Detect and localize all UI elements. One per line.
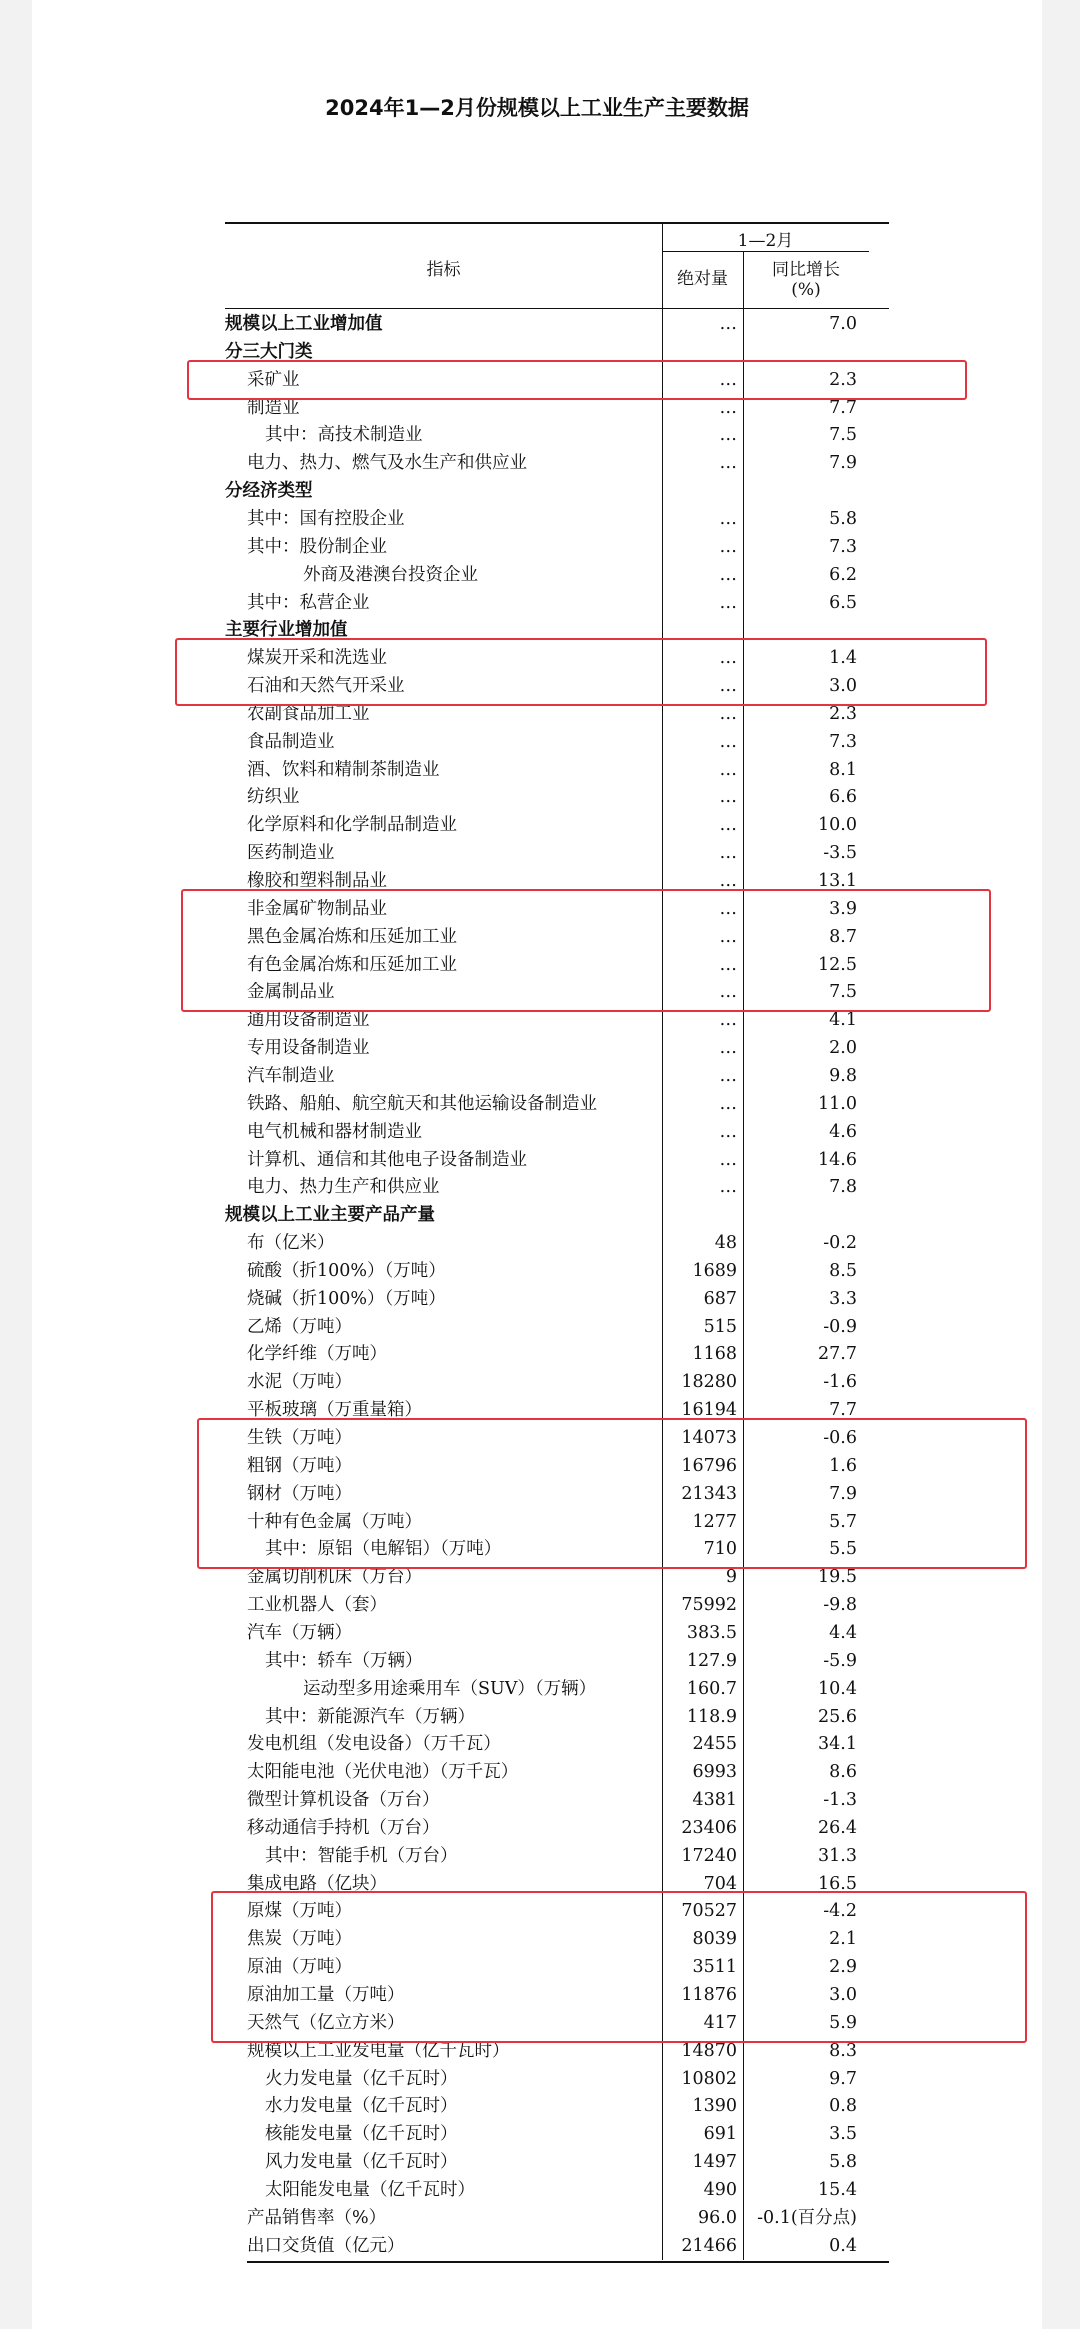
row-absolute-value: … [719,1038,737,1059]
row-absolute-value: … [719,369,737,390]
row-absolute-value: … [719,1093,737,1114]
row-yoy-growth: -1.6 [823,1372,857,1393]
row-label: 电气机械和器材制造业 [247,1121,422,1142]
row-yoy-growth: 7.3 [829,536,857,557]
row-yoy-growth: 8.1 [829,759,857,780]
row-label: 煤炭开采和洗选业 [247,648,387,669]
row-yoy-growth: 31.3 [818,1845,857,1866]
row-absolute-value: 118.9 [686,1706,737,1727]
row-yoy-growth: 5.8 [829,2152,857,2173]
row-yoy-growth: 7.9 [829,453,857,474]
row-absolute-value: 16796 [681,1455,737,1476]
row-absolute-value: … [719,1010,737,1031]
row-label: 电力、热力、燃气及水生产和供应业 [247,453,527,474]
row-yoy-growth: 7.8 [829,1177,857,1198]
table-row [225,2204,889,2232]
row-label: 主要行业增加值 [225,620,348,641]
table-row [225,1313,889,1341]
row-yoy-growth: 13.1 [818,871,857,891]
row-absolute-value: … [719,508,737,529]
row-yoy-growth: 2.3 [829,369,857,390]
table-row [225,477,889,505]
header-period: 1—2月 [737,231,794,251]
highlight-box [197,1418,1027,1569]
table-row [225,1842,889,1870]
row-absolute-value: … [719,1121,737,1142]
row-label: 粗钢（万吨） [247,1455,352,1476]
row-yoy-growth: -0.6 [823,1428,857,1448]
row-yoy-growth: 5.5 [829,1539,857,1560]
row-yoy-growth: 0.8 [829,2096,857,2117]
row-label: 产品销售率（%） [247,2207,387,2228]
row-yoy-growth: 8.5 [829,1260,857,1281]
table-row [225,1201,889,1229]
document-title: 2024年1—2月份规模以上工业生产主要数据 [325,96,749,120]
table-row [225,1703,889,1731]
header-absolute: 绝对量 [677,269,728,289]
header-yoy-unit: (%) [791,280,821,300]
row-yoy-growth: 7.0 [829,314,857,334]
row-label: 硫酸（折100%）（万吨） [247,1260,446,1281]
row-label: 农副食品加工业 [247,703,370,724]
row-absolute-value: 490 [703,2179,737,2200]
row-yoy-growth: -0.2 [823,1233,857,1254]
row-absolute-value: … [719,926,737,947]
row-absolute-value: 48 [714,1233,737,1254]
row-absolute-value: 1168 [692,1344,737,1365]
row-label: 乙烯（万吨） [247,1316,352,1337]
row-yoy-growth: 5.7 [829,1511,857,1532]
row-label: 医药制造业 [247,843,335,864]
table-row [225,1062,889,1090]
row-label: 水泥（万吨） [247,1372,352,1393]
row-absolute-value: 1277 [692,1511,737,1532]
row-absolute-value: 14073 [681,1428,737,1448]
row-absolute-value: 18280 [681,1372,737,1393]
row-absolute-value: 1390 [692,2096,737,2117]
row-label: 其中：国有控股企业 [247,508,405,529]
table-row [225,2120,889,2148]
row-yoy-growth: 34.1 [818,1734,857,1755]
row-absolute-value: 17240 [681,1845,737,1866]
row-label: 食品制造业 [247,731,335,752]
row-label: 汽车制造业 [247,1065,335,1086]
row-label: 天然气（亿立方米） [247,2012,405,2033]
row-yoy-growth: -0.9 [823,1316,857,1337]
row-absolute-value: … [719,676,737,697]
row-label: 金属切削机床（万台） [247,1567,422,1588]
table-row [225,1340,889,1368]
header-yoy: 同比增长 [772,260,840,280]
row-yoy-growth: 3.0 [829,1985,857,2005]
row-yoy-growth: 9.8 [829,1065,857,1086]
row-label: 非金属矿物制品业 [247,898,387,919]
header-bottom-rule [225,308,889,309]
row-label: 酒、饮料和精制茶制造业 [247,759,440,780]
row-yoy-growth: 3.5 [829,2124,857,2145]
row-label: 烧碱（折100%）（万吨） [247,1288,446,1309]
row-yoy-growth: -9.8 [823,1595,857,1616]
row-label: 通用设备制造业 [247,1010,370,1031]
table-row [225,505,889,533]
row-label: 专用设备制造业 [247,1038,370,1059]
row-absolute-value: … [719,954,737,975]
row-label: 其中：新能源汽车（万辆） [265,1706,475,1727]
table-row [225,1257,889,1285]
table-row [225,1034,889,1062]
table-row [225,1647,889,1675]
row-yoy-growth: 1.6 [829,1455,857,1476]
row-absolute-value: 691 [703,2124,737,2145]
row-yoy-growth: 7.7 [829,1400,857,1421]
row-yoy-growth: 25.6 [818,1706,857,1727]
row-yoy-growth: 2.1 [829,1929,857,1950]
row-label: 黑色金属冶炼和压延加工业 [247,926,457,947]
table-row [225,589,889,617]
row-absolute-value: … [719,982,737,1003]
row-absolute-value: … [719,536,737,557]
row-yoy-growth: 12.5 [818,954,857,975]
row-absolute-value: 10802 [681,2068,737,2089]
table-row [225,1619,889,1647]
row-yoy-growth: 1.4 [829,648,857,669]
table-row [225,1173,889,1201]
row-label: 焦炭（万吨） [247,1929,352,1950]
row-label: 橡胶和塑料制品业 [247,871,387,891]
table-row [225,1675,889,1703]
row-absolute-value: 21466 [681,2235,737,2256]
row-absolute-value: … [719,397,737,418]
row-yoy-growth: 7.3 [829,731,857,752]
row-absolute-value: 8039 [692,1929,737,1950]
highlight-box [187,360,967,400]
row-label: 其中：私营企业 [247,592,370,613]
header-indicator: 指标 [426,260,461,280]
row-label: 分经济类型 [225,481,313,502]
row-absolute-value: … [719,648,737,669]
row-absolute-value: … [719,703,737,724]
row-label: 原煤（万吨） [247,1901,352,1922]
row-label: 其中：原铝（电解铝）（万吨） [265,1539,502,1560]
table-row [225,1730,889,1758]
row-label: 其中：股份制企业 [247,536,387,557]
row-absolute-value: … [719,453,737,474]
row-absolute-value: 160.7 [686,1678,737,1699]
row-yoy-growth: 10.4 [818,1678,857,1699]
row-label: 规模以上工业发电量（亿千瓦时） [247,2040,510,2061]
row-yoy-growth: 7.5 [829,425,857,446]
row-absolute-value: … [719,731,737,752]
row-absolute-value: 96.0 [698,2207,737,2228]
row-label: 水力发电量（亿千瓦时） [265,2096,458,2117]
row-yoy-growth: 14.6 [818,1149,857,1170]
table-row [225,1591,889,1619]
row-yoy-growth: 6.5 [829,592,857,613]
row-yoy-growth: 16.5 [818,1873,857,1894]
row-label: 太阳能发电量（亿千瓦时） [265,2179,475,2200]
row-label: 钢材（万吨） [247,1483,352,1504]
row-yoy-growth: 7.7 [829,397,857,418]
row-absolute-value: 6993 [692,1762,737,1783]
row-yoy-growth: 5.9 [829,2012,857,2033]
row-absolute-value: … [719,898,737,919]
table-bottom-rule [247,2261,889,2263]
row-yoy-growth: 2.3 [829,703,857,724]
row-label: 纺织业 [247,787,300,808]
row-yoy-growth: 7.5 [829,982,857,1003]
row-absolute-value: 710 [703,1539,737,1560]
row-yoy-growth: 26.4 [818,1817,857,1838]
row-label: 铁路、船舶、航空航天和其他运输设备制造业 [247,1093,597,1114]
highlight-box [211,1891,1027,2042]
row-absolute-value: 4381 [692,1790,737,1811]
row-label: 化学原料和化学制品制造业 [247,815,457,836]
row-label: 规模以上工业主要产品产量 [225,1205,435,1226]
row-absolute-value: 383.5 [686,1622,737,1643]
row-label: 金属制品业 [247,982,335,1003]
row-yoy-growth: 4.4 [829,1622,857,1643]
row-label: 布（亿米） [247,1233,335,1254]
row-label: 核能发电量（亿千瓦时） [265,2124,458,2145]
row-label: 制造业 [247,397,300,418]
table-row [225,561,889,589]
row-yoy-growth: -5.9 [823,1650,857,1671]
row-absolute-value: 16194 [681,1400,737,1421]
row-label: 微型计算机设备（万台） [247,1790,440,1811]
row-label: 运动型多用途乘用车（SUV）（万辆） [303,1678,597,1699]
row-label: 其中：高技术制造业 [265,425,423,446]
row-label: 生铁（万吨） [247,1428,352,1448]
row-yoy-growth: 2.9 [829,1957,857,1978]
highlight-box [181,889,991,1012]
row-yoy-growth: -4.2 [823,1901,857,1922]
row-absolute-value: … [719,787,737,808]
row-label: 太阳能电池（光伏电池）（万千瓦） [247,1762,519,1783]
table-row [225,756,889,784]
table-row [225,811,889,839]
table-row [225,2092,889,2120]
row-label: 其中：轿车（万辆） [265,1650,423,1671]
row-absolute-value: … [719,425,737,446]
row-yoy-growth: -3.5 [823,843,857,864]
row-absolute-value: 704 [703,1873,737,1894]
period-underline [662,251,869,252]
row-yoy-growth: 3.9 [829,898,857,919]
row-label: 发电机组（发电设备）（万千瓦） [247,1734,501,1755]
row-absolute-value: 515 [703,1316,737,1337]
row-yoy-growth: -1.3 [823,1790,857,1811]
row-absolute-value: … [719,1177,737,1198]
row-absolute-value: 70527 [681,1901,737,1922]
row-yoy-growth: 8.3 [829,2040,857,2061]
table-row [225,2148,889,2176]
row-absolute-value: 417 [703,2012,737,2033]
row-label: 外商及港澳台投资企业 [303,564,478,585]
row-absolute-value: 23406 [681,1817,737,1838]
row-absolute-value: 1689 [692,1260,737,1281]
row-absolute-value: 2455 [692,1734,737,1755]
row-absolute-value: … [719,592,737,613]
row-yoy-growth: 15.4 [818,2179,857,2200]
row-label: 火力发电量（亿千瓦时） [265,2068,458,2089]
table-row [225,421,889,449]
table-row [225,1118,889,1146]
table-row [225,1786,889,1814]
table-row [225,1090,889,1118]
table-row [225,310,889,338]
row-yoy-growth: 8.6 [829,1762,857,1783]
row-label: 平板玻璃（万重量箱） [247,1400,422,1421]
table-row [225,783,889,811]
row-absolute-value: 75992 [681,1595,737,1616]
table-row [225,1758,889,1786]
table-row [225,1368,889,1396]
row-absolute-value: … [719,1065,737,1086]
row-label: 汽车（万辆） [247,1622,352,1643]
row-yoy-growth: 5.8 [829,508,857,529]
row-label: 原油加工量（万吨） [247,1985,405,2005]
row-yoy-growth: 8.7 [829,926,857,947]
highlight-box [175,638,987,706]
row-label: 化学纤维（万吨） [247,1344,387,1365]
row-absolute-value: 3511 [692,1957,737,1978]
row-yoy-growth: 4.6 [829,1121,857,1142]
row-absolute-value: … [719,843,737,864]
row-label: 有色金属冶炼和压延加工业 [247,954,457,975]
row-label: 电力、热力生产和供应业 [247,1177,440,1198]
table-row [225,1285,889,1313]
row-label: 分三大门类 [225,341,313,362]
row-yoy-growth: 6.6 [829,787,857,808]
row-absolute-value: … [719,314,737,334]
row-label: 集成电路（亿块） [247,1873,387,1894]
document-page [32,0,1042,2329]
table-row [225,1814,889,1842]
table-row [225,449,889,477]
row-label: 风力发电量（亿千瓦时） [265,2152,458,2173]
table-row [225,1229,889,1257]
row-yoy-growth: 11.0 [818,1093,857,1114]
row-yoy-growth: 19.5 [818,1567,857,1588]
row-yoy-growth: 3.3 [829,1288,857,1309]
table-top-rule [225,222,889,224]
row-label: 计算机、通信和其他电子设备制造业 [247,1149,527,1170]
row-yoy-growth: 4.1 [829,1010,857,1031]
table-row [225,2065,889,2093]
row-yoy-growth: 2.0 [829,1038,857,1059]
row-label: 采矿业 [247,369,300,390]
row-yoy-growth: 9.7 [829,2068,857,2089]
row-label: 其中：智能手机（万台） [265,1845,458,1866]
row-absolute-value: … [719,815,737,836]
table-row [225,2176,889,2204]
row-absolute-value: 1497 [692,2152,737,2173]
row-absolute-value: … [719,1149,737,1170]
row-yoy-growth: 27.7 [818,1344,857,1365]
row-absolute-value: 21343 [681,1483,737,1504]
row-yoy-growth: 10.0 [818,815,857,836]
row-yoy-growth: 7.9 [829,1483,857,1504]
table-row [225,1146,889,1174]
table-row [225,2232,889,2260]
row-label: 石油和天然气开采业 [247,676,405,697]
table-row [225,839,889,867]
row-absolute-value: 127.9 [686,1650,737,1671]
row-absolute-value: … [719,564,737,585]
row-label: 工业机器人（套） [247,1595,387,1616]
row-absolute-value: 11876 [681,1985,737,2005]
row-absolute-value: 687 [703,1288,737,1309]
row-absolute-value: 14870 [681,2040,737,2061]
row-absolute-value: … [719,871,737,891]
row-label: 出口交货值（亿元） [247,2235,405,2256]
row-absolute-value: 9 [725,1567,737,1588]
row-absolute-value: … [719,759,737,780]
table-row [225,728,889,756]
row-label: 原油（万吨） [247,1957,352,1978]
row-label: 移动通信手持机（万台） [247,1817,440,1838]
row-yoy-growth: -0.1(百分点) [757,2207,857,2228]
row-label: 十种有色金属（万吨） [247,1511,422,1532]
row-yoy-growth: 0.4 [829,2235,857,2256]
row-label: 规模以上工业增加值 [225,314,383,334]
row-yoy-growth: 3.0 [829,676,857,697]
table-row [225,533,889,561]
row-yoy-growth: 6.2 [829,564,857,585]
